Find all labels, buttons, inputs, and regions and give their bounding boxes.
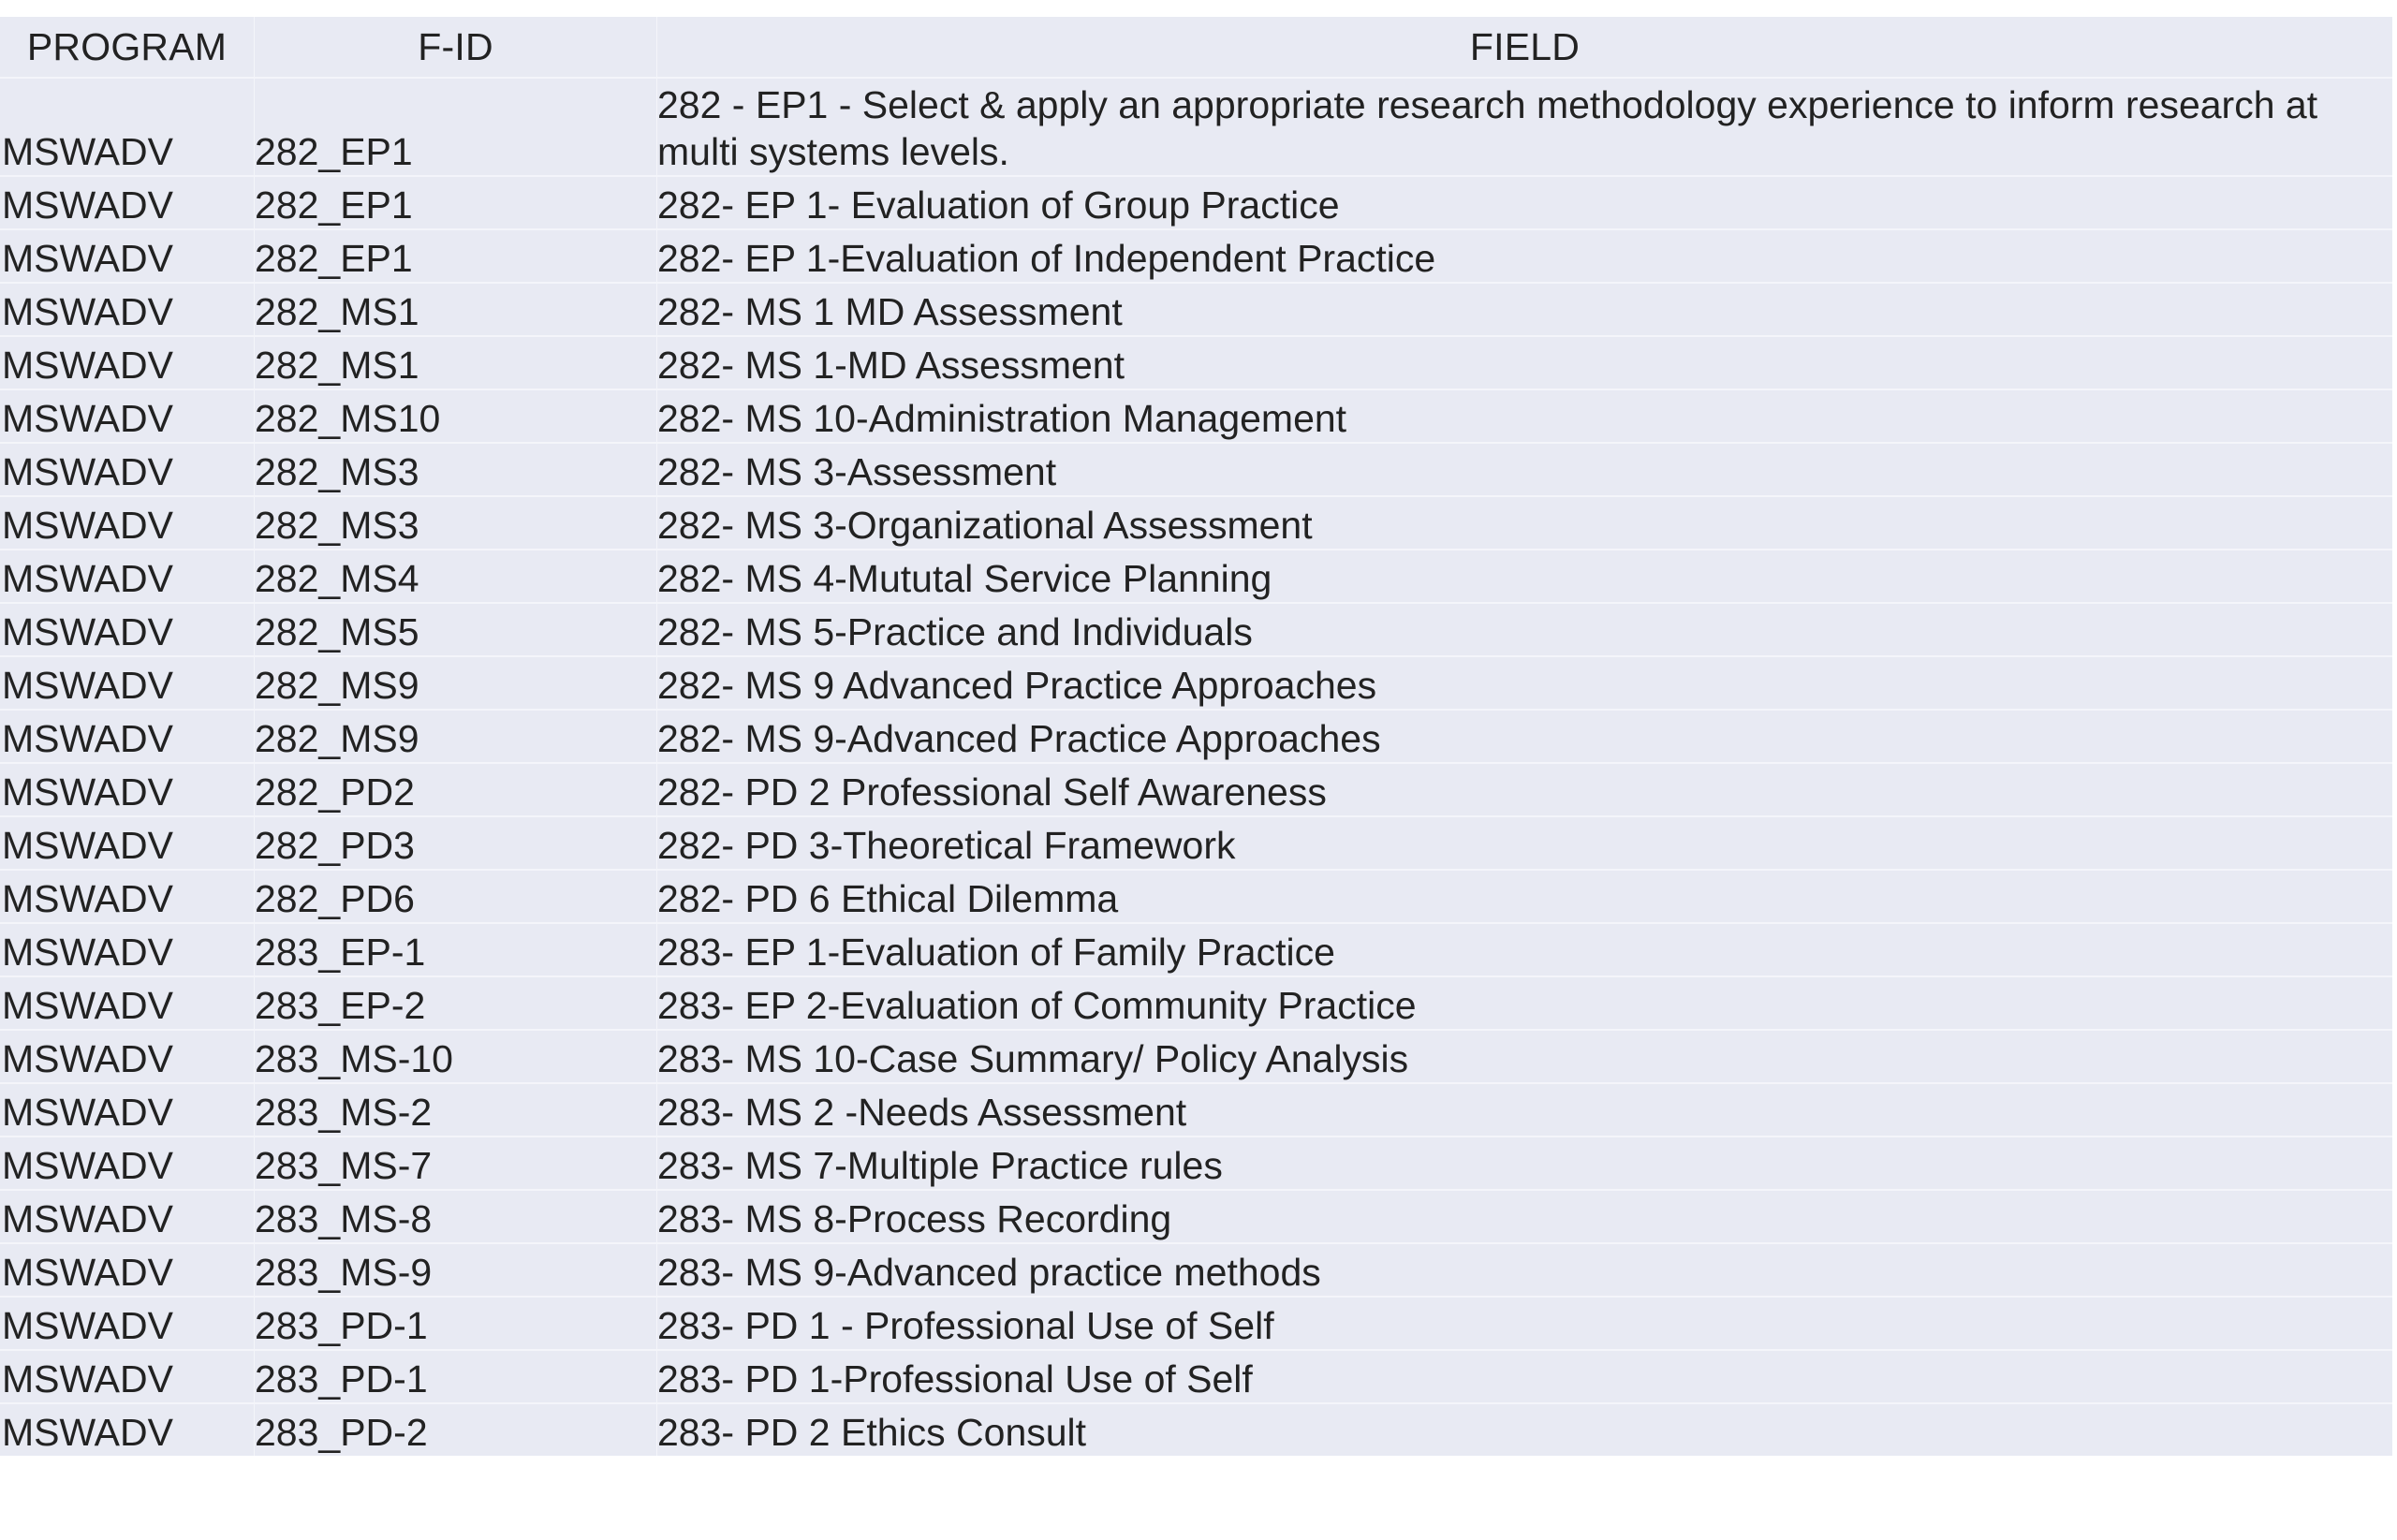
cell-field: 283- MS 10-Case Summary/ Policy Analysis: [657, 1029, 2392, 1082]
cell-fid: 283_MS-10: [255, 1029, 657, 1082]
cell-field: 282- MS 9 Advanced Practice Approaches: [657, 655, 2392, 709]
cell-program: MSWADV: [0, 1296, 255, 1349]
cell-fid: 282_MS1: [255, 282, 657, 335]
cell-program: MSWADV: [0, 1136, 255, 1189]
cell-program: MSWADV: [0, 335, 255, 389]
table-header: [0, 17, 2392, 77]
field-table: [0, 17, 2392, 1456]
cell-field: 282- PD 3-Theoretical Framework: [657, 815, 2392, 869]
table-row[interactable]: [0, 815, 2392, 869]
cell-program: MSWADV: [0, 1189, 255, 1242]
cell-program: MSWADV: [0, 1082, 255, 1136]
cell-fid: 282_MS9: [255, 655, 657, 709]
table-row[interactable]: [0, 1082, 2392, 1136]
cell-program: MSWADV: [0, 228, 255, 282]
column-header-program[interactable]: PROGRAM: [0, 17, 255, 77]
cell-field: 282- MS 3-Assessment: [657, 442, 2392, 495]
table-row[interactable]: [0, 709, 2392, 762]
cell-fid: 282_PD3: [255, 815, 657, 869]
cell-field: 282- MS 10-Administration Management: [657, 389, 2392, 442]
column-header-field[interactable]: FIELD: [657, 17, 2392, 77]
cell-fid: 282_MS9: [255, 709, 657, 762]
table-row[interactable]: [0, 389, 2392, 442]
cell-fid: 282_EP1: [255, 77, 657, 175]
table-row[interactable]: [0, 1136, 2392, 1189]
cell-program: MSWADV: [0, 655, 255, 709]
cell-fid: 283_MS-8: [255, 1189, 657, 1242]
table-row[interactable]: [0, 975, 2392, 1029]
table-row[interactable]: [0, 762, 2392, 815]
cell-program: MSWADV: [0, 1029, 255, 1082]
cell-field: 283- MS 9-Advanced practice methods: [657, 1242, 2392, 1296]
cell-fid: 282_MS3: [255, 442, 657, 495]
cell-field: 283- MS 8-Process Recording: [657, 1189, 2392, 1242]
table-row[interactable]: [0, 1189, 2392, 1242]
cell-program: MSWADV: [0, 495, 255, 549]
table-row[interactable]: [0, 1296, 2392, 1349]
cell-program: MSWADV: [0, 922, 255, 975]
cell-fid: 283_EP-2: [255, 975, 657, 1029]
table-row[interactable]: [0, 655, 2392, 709]
cell-fid: 283_EP-1: [255, 922, 657, 975]
column-header-fid[interactable]: F-ID: [255, 17, 657, 77]
cell-field: 283- MS 2 -Needs Assessment: [657, 1082, 2392, 1136]
table-row[interactable]: [0, 922, 2392, 975]
cell-fid: 283_MS-2: [255, 1082, 657, 1136]
cell-fid: 282_MS3: [255, 495, 657, 549]
cell-program: MSWADV: [0, 442, 255, 495]
cell-field: 283- MS 7-Multiple Practice rules: [657, 1136, 2392, 1189]
table-row[interactable]: [0, 77, 2392, 175]
cell-fid: 282_EP1: [255, 175, 657, 228]
cell-field: 282- MS 1 MD Assessment: [657, 282, 2392, 335]
cell-field: 283- PD 2 Ethics Consult: [657, 1402, 2392, 1456]
cell-fid: 282_MS4: [255, 549, 657, 602]
cell-fid: 282_MS1: [255, 335, 657, 389]
cell-program: MSWADV: [0, 602, 255, 655]
cell-field: 282- PD 2 Professional Self Awareness: [657, 762, 2392, 815]
cell-field: 282- MS 9-Advanced Practice Approaches: [657, 709, 2392, 762]
cell-program: MSWADV: [0, 975, 255, 1029]
cell-fid: 282_EP1: [255, 228, 657, 282]
table-body: [0, 77, 2392, 1456]
cell-field: 282- PD 6 Ethical Dilemma: [657, 869, 2392, 922]
cell-program: MSWADV: [0, 389, 255, 442]
cell-fid: 282_MS5: [255, 602, 657, 655]
cell-program: MSWADV: [0, 869, 255, 922]
cell-field: 282- EP 1- Evaluation of Group Practice: [657, 175, 2392, 228]
cell-fid: 283_PD-2: [255, 1402, 657, 1456]
cell-fid: 282_PD6: [255, 869, 657, 922]
table-row[interactable]: [0, 1029, 2392, 1082]
cell-program: MSWADV: [0, 77, 255, 175]
cell-field: 282- MS 3-Organizational Assessment: [657, 495, 2392, 549]
cell-fid: 282_PD2: [255, 762, 657, 815]
cell-fid: 283_PD-1: [255, 1296, 657, 1349]
cell-field: 283- EP 2-Evaluation of Community Practice: [657, 975, 2392, 1029]
cell-program: MSWADV: [0, 1242, 255, 1296]
table-row[interactable]: [0, 869, 2392, 922]
table-row[interactable]: [0, 282, 2392, 335]
table-row[interactable]: [0, 175, 2392, 228]
cell-program: MSWADV: [0, 1349, 255, 1402]
table-row[interactable]: [0, 602, 2392, 655]
cell-fid: 282_MS10: [255, 389, 657, 442]
cell-field: 282- MS 5-Practice and Individuals: [657, 602, 2392, 655]
table-row[interactable]: [0, 1349, 2392, 1402]
table-row[interactable]: [0, 1242, 2392, 1296]
cell-program: MSWADV: [0, 282, 255, 335]
cell-fid: 283_PD-1: [255, 1349, 657, 1402]
cell-field: 283- PD 1 - Professional Use of Self: [657, 1296, 2392, 1349]
field-table-sheet: [0, 17, 2397, 1456]
table-row[interactable]: [0, 442, 2392, 495]
cell-field: 282- MS 1-MD Assessment: [657, 335, 2392, 389]
cell-program: MSWADV: [0, 815, 255, 869]
table-row[interactable]: [0, 549, 2392, 602]
cell-fid: 283_MS-7: [255, 1136, 657, 1189]
cell-program: MSWADV: [0, 709, 255, 762]
cell-fid: 283_MS-9: [255, 1242, 657, 1296]
table-row[interactable]: [0, 495, 2392, 549]
cell-program: MSWADV: [0, 549, 255, 602]
header-row: [0, 17, 2392, 77]
cell-program: MSWADV: [0, 762, 255, 815]
cell-field: 283- PD 1-Professional Use of Self: [657, 1349, 2392, 1402]
table-row[interactable]: [0, 228, 2392, 282]
cell-field: 282- MS 4-Mututal Service Planning: [657, 549, 2392, 602]
cell-program: MSWADV: [0, 1402, 255, 1456]
table-row[interactable]: [0, 1402, 2392, 1456]
cell-program: MSWADV: [0, 175, 255, 228]
cell-field: 282- EP 1-Evaluation of Independent Practice: [657, 228, 2392, 282]
cell-field: 283- EP 1-Evaluation of Family Practice: [657, 922, 2392, 975]
cell-field: 282 - EP1 - Select & apply an appropriate research methodology experience to inform research at multi systems levels.: [657, 77, 2392, 175]
table-row[interactable]: [0, 335, 2392, 389]
